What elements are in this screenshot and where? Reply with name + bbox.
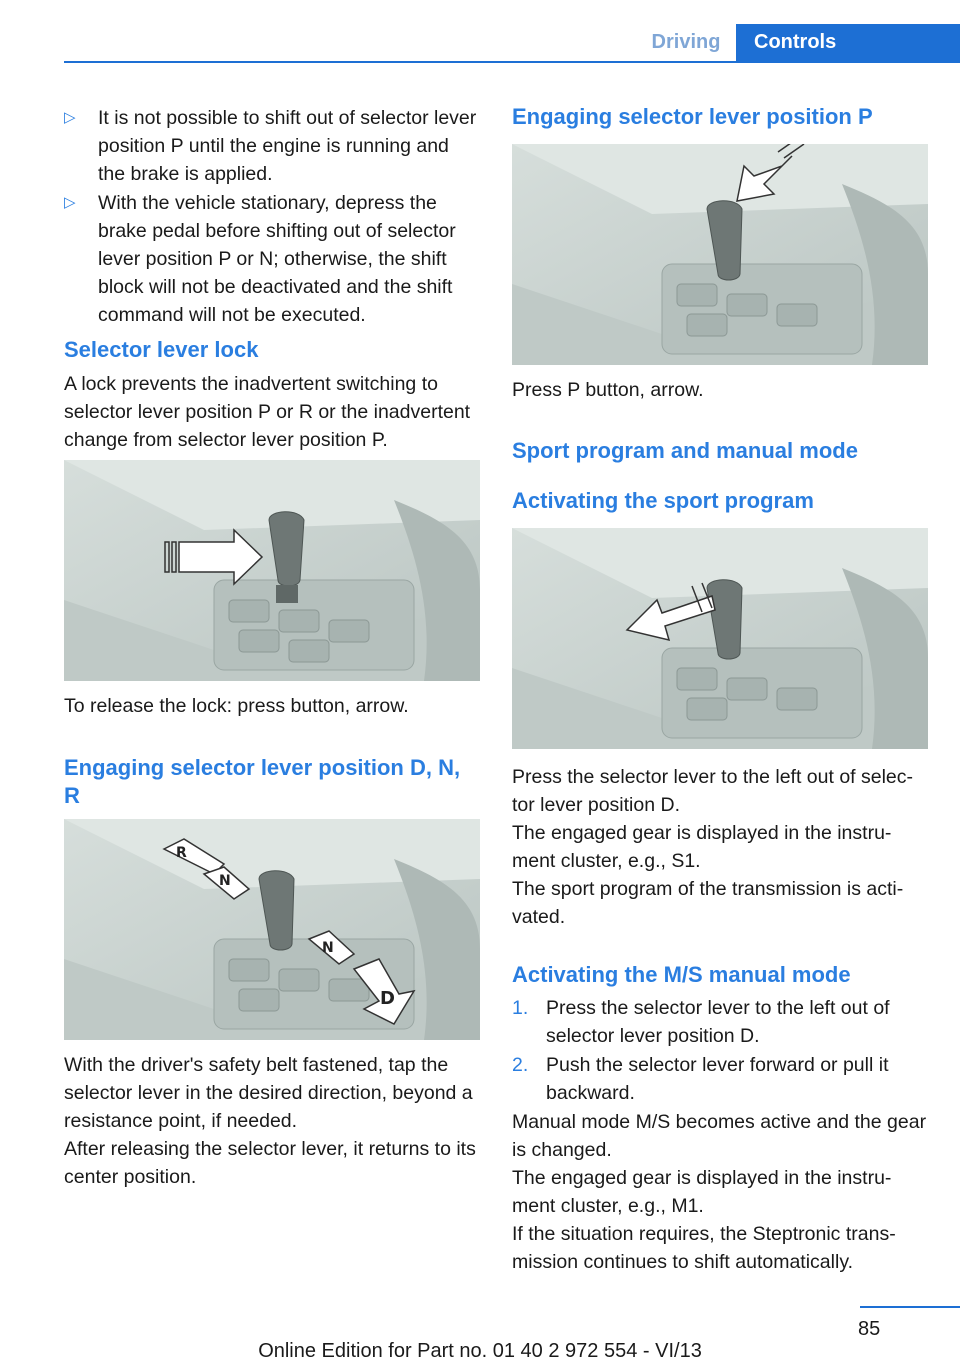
figure-label-d: D	[380, 988, 395, 1009]
lock-heading: Selector lever lock	[64, 337, 259, 362]
header-chapter-tab: Controls	[736, 24, 960, 61]
p-heading: Engaging selector lever position P	[512, 104, 873, 129]
sport-text-1: Press the selector lever to the left out of selec‐tor lever position D.	[512, 766, 914, 816]
header-section-tab: Driving	[651, 31, 721, 53]
sport-heading: Sport program and manual mode	[512, 438, 858, 463]
figure-sport-program	[512, 528, 928, 749]
dnr-text-2: After releasing the selector lever, it returns to its center position.	[64, 1138, 476, 1188]
p-caption: Press P button, arrow.	[512, 379, 704, 401]
dnr-heading: Engaging selector lever position D, N, R	[64, 755, 461, 808]
ms-text-1: Manual mode M/S becomes active and the gear is changed.	[512, 1111, 927, 1161]
figure-label-n: N	[219, 873, 231, 889]
figure-lock-release	[64, 460, 480, 681]
bullet-text: It is not possible to shift out of selector lever position P until the engine is running and the brake is applied.	[98, 107, 477, 185]
lock-caption: To release the lock: press button, arrow.	[64, 695, 409, 717]
ms-text-3: If the situation requires, the Steptronic trans‐mission continues to shift automatically.	[512, 1223, 896, 1273]
page-number: 85	[858, 1318, 881, 1340]
step-text: Press the selector lever to the left out of selector lever position D.	[546, 997, 890, 1047]
bullet-text: With the vehicle stationary, depress the brake pedal before shifting out of selector lever position P or N; otherwise, the shift block will not be deactivated and the shift command will not be executed.	[98, 192, 456, 326]
lock-text: A lock prevents the inadvertent switching to selector lever position P or R or the inadvertent change from selector lever position P.	[64, 373, 471, 451]
figure-label-n: N	[322, 940, 334, 956]
figure-p-button	[512, 144, 928, 365]
dnr-text-1: With the driver's safety belt fastened, tap the selector lever in the desired direction, beyond a resistance point, if needed.	[64, 1054, 473, 1132]
figure-label-r: R	[176, 845, 187, 861]
step-number: 1.	[512, 997, 529, 1019]
sport-text-2: The engaged gear is displayed in the instru‐ment cluster, e.g., S1.	[512, 822, 892, 872]
header-rule	[64, 61, 960, 63]
sport-text-3: The sport program of the transmission is acti‐vated.	[512, 878, 904, 928]
ms-text-2: The engaged gear is displayed in the instru‐ment cluster, e.g., M1.	[512, 1167, 892, 1217]
ms-heading: Activating the M/S manual mode	[512, 962, 851, 987]
step-text: Push the selector lever forward or pull it backward.	[546, 1054, 889, 1104]
triangle-bullet-icon: ▷	[64, 194, 76, 211]
step-number: 2.	[512, 1054, 529, 1076]
footer-edition: Online Edition for Part no. 01 40 2 972 554 - VI/13	[258, 1340, 702, 1362]
sport-subheading: Activating the sport program	[512, 488, 814, 513]
footer-rule	[860, 1306, 960, 1308]
figure-dnr-positions	[64, 819, 480, 1040]
triangle-bullet-icon: ▷	[64, 109, 76, 126]
